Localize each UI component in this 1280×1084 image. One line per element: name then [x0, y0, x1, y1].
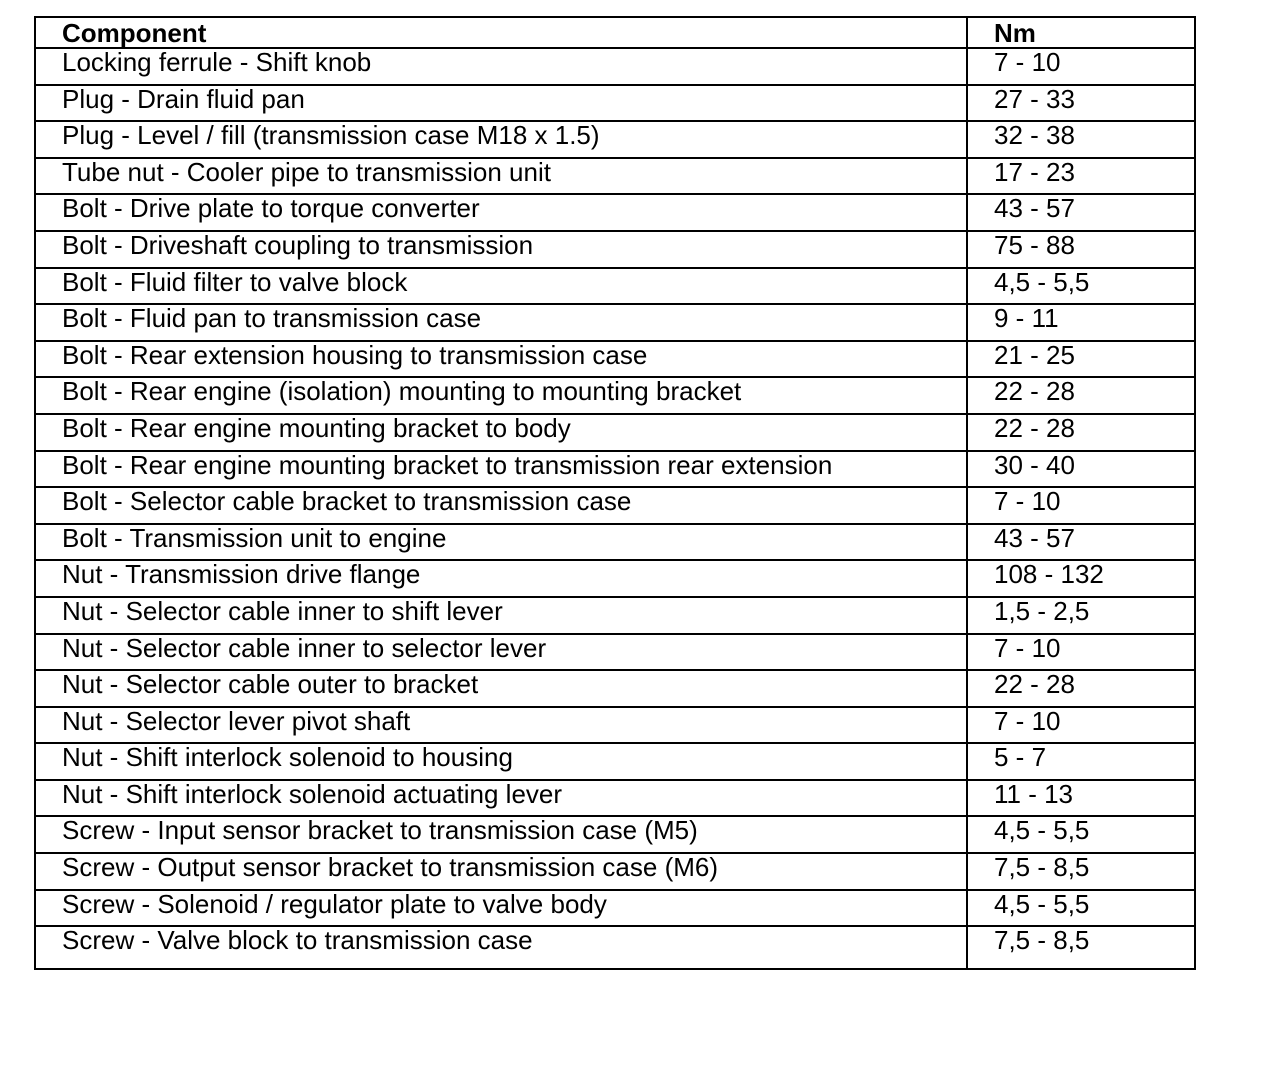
torque-value-cell: 7 - 10: [967, 634, 1195, 671]
table-row: [35, 194, 1195, 231]
component-cell: Screw - Solenoid / regulator plate to valve body: [35, 890, 967, 927]
table-row: [35, 853, 1195, 890]
table-row: [35, 634, 1195, 671]
table-row: [35, 670, 1195, 707]
component-cell: Bolt - Rear engine mounting bracket to body: [35, 414, 967, 451]
table-row: [35, 121, 1195, 158]
table-row: [35, 707, 1195, 744]
torque-value-cell: 17 - 23: [967, 158, 1195, 195]
table-row: [35, 158, 1195, 195]
table-row: [35, 743, 1195, 780]
table-row: [35, 377, 1195, 414]
table-row: [35, 890, 1195, 927]
component-cell: Locking ferrule - Shift knob: [35, 48, 967, 85]
header-component: Component: [35, 17, 967, 48]
torque-value-cell: 7,5 - 8,5: [967, 926, 1195, 969]
component-cell: Nut - Shift interlock solenoid actuating lever: [35, 780, 967, 817]
table-row: [35, 85, 1195, 122]
torque-value-cell: 108 - 132: [967, 560, 1195, 597]
torque-value-cell: 5 - 7: [967, 743, 1195, 780]
table-row: [35, 780, 1195, 817]
component-cell: Bolt - Fluid pan to transmission case: [35, 304, 967, 341]
table-row: [35, 231, 1195, 268]
torque-value-cell: 75 - 88: [967, 231, 1195, 268]
table-row: [35, 487, 1195, 524]
torque-value-cell: 32 - 38: [967, 121, 1195, 158]
component-cell: Nut - Selector lever pivot shaft: [35, 707, 967, 744]
component-cell: Nut - Shift interlock solenoid to housing: [35, 743, 967, 780]
component-cell: Nut - Selector cable outer to bracket: [35, 670, 967, 707]
component-cell: Screw - Output sensor bracket to transmission case (M6): [35, 853, 967, 890]
table-row: [35, 926, 1195, 969]
component-cell: Bolt - Rear engine mounting bracket to transmission rear extension: [35, 451, 967, 488]
table-row: [35, 524, 1195, 561]
table-row: [35, 816, 1195, 853]
torque-value-cell: 4,5 - 5,5: [967, 890, 1195, 927]
component-cell: Bolt - Rear extension housing to transmission case: [35, 341, 967, 378]
component-cell: Tube nut - Cooler pipe to transmission unit: [35, 158, 967, 195]
table-row: [35, 560, 1195, 597]
torque-value-cell: 11 - 13: [967, 780, 1195, 817]
component-cell: Nut - Selector cable inner to selector lever: [35, 634, 967, 671]
table-row: [35, 341, 1195, 378]
header-nm: Nm: [967, 17, 1195, 48]
component-cell: Screw - Input sensor bracket to transmission case (M5): [35, 816, 967, 853]
component-cell: Nut - Transmission drive flange: [35, 560, 967, 597]
table-row: [35, 268, 1195, 305]
torque-specification-table: [34, 16, 1196, 970]
table-row: [35, 304, 1195, 341]
table-row: [35, 451, 1195, 488]
torque-value-cell: 22 - 28: [967, 377, 1195, 414]
component-cell: Bolt - Rear engine (isolation) mounting to mounting bracket: [35, 377, 967, 414]
torque-value-cell: 22 - 28: [967, 670, 1195, 707]
table-row: [35, 48, 1195, 85]
table-body: [35, 48, 1195, 969]
torque-value-cell: 7 - 10: [967, 487, 1195, 524]
torque-value-cell: 43 - 57: [967, 524, 1195, 561]
torque-value-cell: 7,5 - 8,5: [967, 853, 1195, 890]
table-row: [35, 414, 1195, 451]
component-cell: Bolt - Driveshaft coupling to transmission: [35, 231, 967, 268]
component-cell: Plug - Level / fill (transmission case M18 x 1.5): [35, 121, 967, 158]
torque-value-cell: 22 - 28: [967, 414, 1195, 451]
component-cell: Bolt - Selector cable bracket to transmission case: [35, 487, 967, 524]
torque-value-cell: 7 - 10: [967, 48, 1195, 85]
component-cell: Bolt - Transmission unit to engine: [35, 524, 967, 561]
component-cell: Bolt - Drive plate to torque converter: [35, 194, 967, 231]
torque-value-cell: 4,5 - 5,5: [967, 816, 1195, 853]
table-row: [35, 597, 1195, 634]
torque-value-cell: 4,5 - 5,5: [967, 268, 1195, 305]
component-cell: Screw - Valve block to transmission case: [35, 926, 967, 969]
torque-value-cell: 9 - 11: [967, 304, 1195, 341]
torque-value-cell: 7 - 10: [967, 707, 1195, 744]
torque-value-cell: 30 - 40: [967, 451, 1195, 488]
torque-value-cell: 21 - 25: [967, 341, 1195, 378]
torque-value-cell: 43 - 57: [967, 194, 1195, 231]
component-cell: Bolt - Fluid filter to valve block: [35, 268, 967, 305]
torque-value-cell: 27 - 33: [967, 85, 1195, 122]
component-cell: Plug - Drain fluid pan: [35, 85, 967, 122]
torque-value-cell: 1,5 - 2,5: [967, 597, 1195, 634]
component-cell: Nut - Selector cable inner to shift lever: [35, 597, 967, 634]
table-header-row: [35, 17, 1195, 48]
